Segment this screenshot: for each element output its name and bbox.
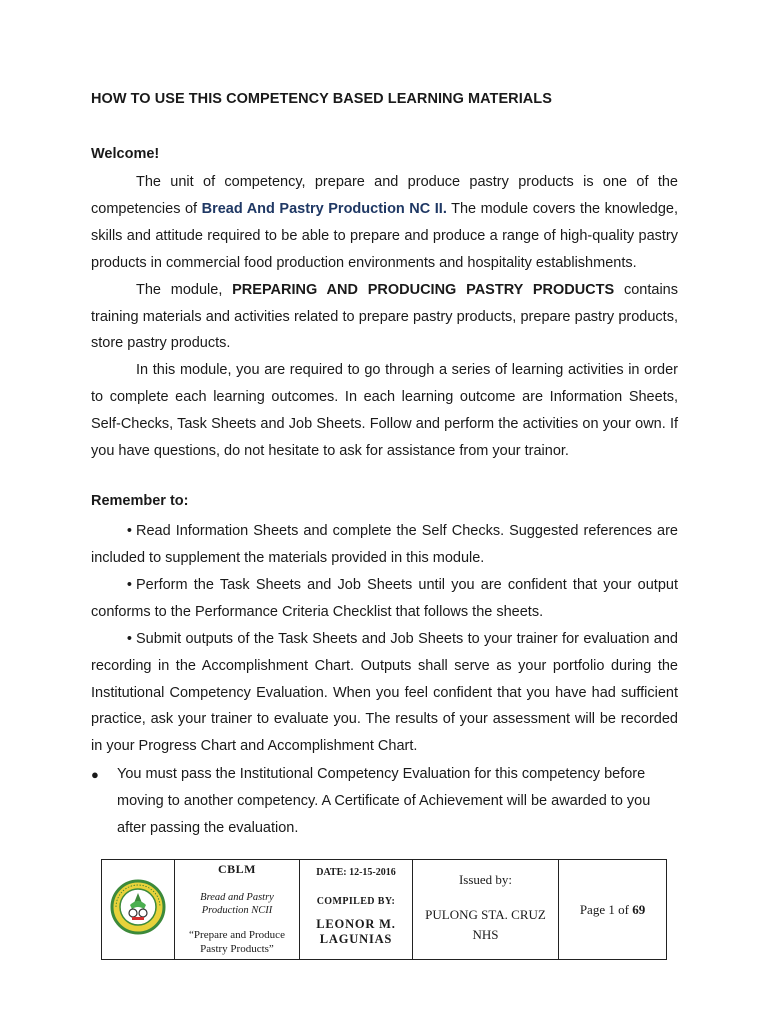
date-label: DATE: 12-15-2016 (316, 867, 396, 878)
course-name: Bread and Pastry Production NCII (200, 892, 274, 916)
bullet-item-3 (91, 626, 678, 760)
author-name: LEONOR M. LAGUNIAS (316, 917, 396, 946)
bullet-1-text: Read Information Sheets and complete the Self Checks. Suggested references are included to supplement the materials provided in this module. (91, 523, 678, 566)
paragraph-3 (91, 357, 678, 465)
qualification-name: Bread And Pastry Production NC II. (201, 200, 447, 217)
bullet-item-2 (91, 572, 678, 626)
total-pages: 69 (632, 901, 646, 917)
page-label: Page (579, 901, 609, 917)
module-name: PREPARING AND PRODUCING PASTRY PRODUCTS (232, 281, 615, 298)
bullet-2-text: Perform the Task Sheets and Job Sheets until you are confident that your output conforms to the Performance Criteria Checklist that follows the sheets. (91, 577, 678, 620)
school-seal-cell (102, 860, 175, 960)
bullet-3-text: Submit outputs of the Task Sheets and Job Sheets to your trainer for evaluation and recording in the Accomplishment Chart. Outputs shall serve as your portfolio during the Institutional Competency Evaluation. When you feel confident that you have had sufficient practice, ask your trainer to evaluate you. The results of your assessment will be recorded in your Progress Chart and Accomplishment Chart. (91, 631, 678, 755)
issued-by-label: Issued by: (458, 872, 513, 887)
document-title: HOW TO USE THIS COMPETENCY BASED LEARNING MATERIALS (91, 91, 552, 107)
bullet-icon: • (126, 631, 132, 647)
compiled-by-label: COMPILED BY: (316, 896, 396, 907)
p1-text-a: The unit of competency, prepare and produce pastry products is one of the competencies of (91, 174, 678, 217)
p2-text-c: contains training materials and activities related to prepare pastry products, prepare pastry products, store pastry products. (91, 281, 678, 352)
page-number-cell (559, 860, 667, 960)
cblm-cell (175, 860, 300, 960)
p3-text: In this module, you are required to go through a series of learning activities in order to complete each learning outcomes. In each learning outcome are Information Sheets, Self-Checks, Task Sheets and Job Sheets. Follow and perform the activities on your own. If you have questions, do not hesitate to ask for assistance from your trainor. (91, 362, 678, 460)
bullet-icon: • (126, 523, 132, 539)
bullet-icon: ● (91, 767, 99, 782)
remember-heading: Remember to: (91, 493, 189, 509)
bullet-item-1 (91, 518, 678, 572)
bullet-item-4 (91, 761, 678, 842)
p2-text-a: The module, (136, 281, 233, 298)
current-page: 1 (608, 901, 615, 917)
date-cell (300, 860, 413, 960)
issued-by-cell (413, 860, 559, 960)
document-footer-table (101, 859, 667, 960)
page-of: of (614, 901, 633, 917)
cblm-label: CBLM (218, 862, 256, 876)
welcome-heading: Welcome! (91, 146, 160, 162)
page-number (559, 902, 666, 918)
school-seal-icon (110, 879, 166, 935)
p1-text-c: The module covers the knowledge, skills and attitude required to be able to prepare and produce a range of high-quality pastry products in commercial food production environments and hospitality establishments. (91, 200, 678, 271)
intro-paragraphs (91, 169, 678, 465)
paragraph-1 (91, 169, 678, 277)
module-title: “Prepare and Produce Pastry Products” (189, 929, 285, 955)
paragraph-2 (91, 277, 678, 358)
bullet-4-text: You must pass the Institutional Competency Evaluation for this competency before moving to another competency. A Certificate of Achievement will be awarded to you after passing the evaluation. (117, 766, 651, 836)
bullet-icon: • (126, 577, 132, 593)
issuer-name: PULONG STA. CRUZ NHS (425, 907, 546, 942)
